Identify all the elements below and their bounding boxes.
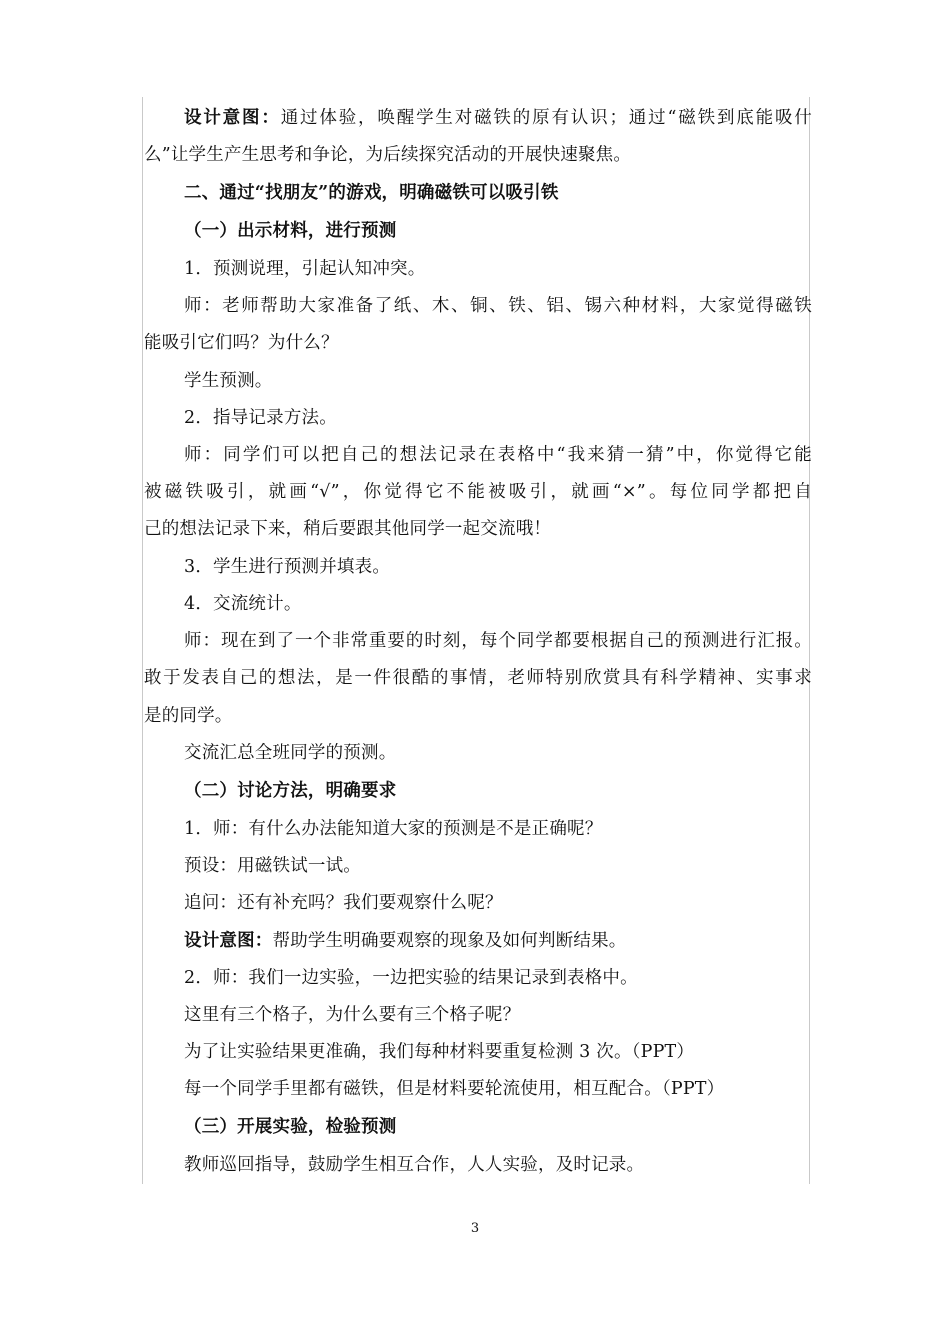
step-1-text: 1．预测说理，引起认知冲突。: [184, 259, 426, 279]
design-intent-2-text: 帮助学生明确要观察的现象及如何判断结果。: [272, 931, 627, 951]
step-1b-text: 1．师：有什么办法能知道大家的预测是不是正确呢？: [184, 819, 603, 839]
student-predict-text: 学生预测。: [184, 371, 273, 391]
section-heading-2: 二、通过“找朋友”的游戏，明确磁铁可以吸引铁: [184, 183, 559, 203]
subsection-heading-2: （二）讨论方法，明确要求: [184, 781, 397, 801]
design-intent-paragraph-line-1: [184, 106, 812, 130]
page-number: 3: [470, 1221, 480, 1236]
subsection-heading-1: （一）出示材料，进行预测: [184, 221, 397, 241]
teacher-paragraph-3-line-2: 敢于发表自己的想法，是一件很酷的事情，老师特别欣赏具有科学精神、实事求: [144, 668, 812, 688]
step-4-text: 4．交流统计。: [184, 594, 302, 614]
preset-text: 预设：用磁铁试一试。: [184, 856, 361, 876]
summary-text: 交流汇总全班同学的预测。: [184, 743, 397, 763]
design-intent-paragraph-line-2: 么”让学生产生思考和争论，为后续探究活动的开展快速聚焦。: [144, 145, 632, 165]
three-boxes-text: 这里有三个格子，为什么要有三个格子呢？: [184, 1005, 521, 1025]
subsection-heading-3: （三）开展实验，检验预测: [184, 1117, 397, 1137]
teacher-paragraph-3-line-3: 是的同学。: [144, 706, 233, 726]
design-intent-2-label: 设计意图：: [184, 931, 273, 951]
step-3-text: 3．学生进行预测并填表。: [184, 557, 391, 577]
teacher-guidance-text: 教师巡回指导，鼓励学生相互合作，人人实验，及时记录。: [184, 1155, 645, 1175]
step-2b-text: 2．师：我们一边实验，一边把实验的结果记录到表格中。: [184, 968, 638, 988]
teacher-paragraph-1-line-2: 能吸引它们吗？为什么？: [144, 333, 339, 353]
design-intent-2: [184, 929, 627, 953]
follow-up-text: 追问：还有补充吗？我们要观察什么呢？: [184, 893, 503, 913]
teacher-paragraph-2-line-2: 被磁铁吸引，就画“√”，你觉得它不能被吸引，就画“×”。每位同学都把自: [144, 482, 812, 502]
share-materials-text: 每一个同学手里都有磁铁，但是材料要轮流使用，相互配合。（PPT）: [184, 1079, 725, 1099]
teacher-paragraph-2-line-3: 己的想法记录下来，稍后要跟其他同学一起交流哦！: [144, 519, 552, 539]
teacher-paragraph-2-line-1: 师：同学们可以把自己的想法记录在表格中“我来猜一猜”中，你觉得它能: [184, 445, 812, 465]
repeat-test-text: 为了让实验结果更准确，我们每种材料要重复检测 3 次。（PPT）: [184, 1042, 695, 1062]
teacher-paragraph-3-line-1: 师：现在到了一个非常重要的时刻，每个同学都要根据自己的预测进行汇报。: [184, 631, 812, 651]
design-intent-text: 通过体验，唤醒学生对磁铁的原有认识；通过“磁铁到底能吸什: [280, 108, 813, 128]
step-2-text: 2．指导记录方法。: [184, 408, 337, 428]
design-intent-label: 设计意图：: [184, 108, 281, 128]
teacher-paragraph-1-line-1: 师：老师帮助大家准备了纸、木、铜、铁、铝、锡六种材料，大家觉得磁铁: [184, 296, 812, 316]
